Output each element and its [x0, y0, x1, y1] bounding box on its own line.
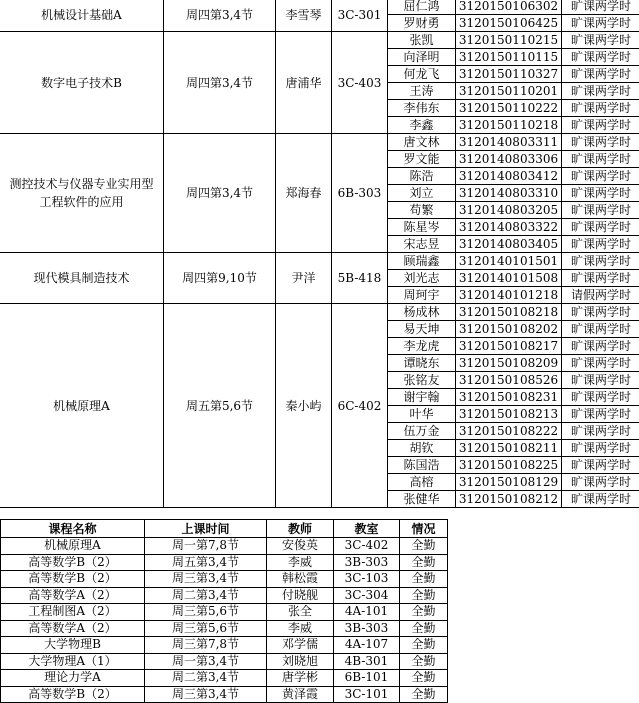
student-name-cell: 陈浩	[388, 168, 456, 185]
class-time-cell: 周三第5,6节	[145, 604, 267, 621]
class-time-cell: 周四第9,10节	[164, 253, 276, 304]
classroom-cell: 4B-301	[334, 653, 400, 670]
student-name-cell: 陈星岑	[388, 219, 456, 236]
teacher-cell: 唐学彬	[267, 670, 334, 687]
attendance-status-cell: 旷课两学时	[562, 236, 639, 253]
class-time-cell: 周一第3,4节	[145, 653, 267, 670]
class-time-cell: 周三第7,8节	[145, 637, 267, 654]
course-name-cell: 测控技术与仪器专业实用型工程软件的应用	[0, 134, 164, 253]
course-name-cell: 理论力学A	[1, 670, 145, 687]
attendance-status-cell: 旷课两学时	[562, 355, 639, 372]
student-id-cell: 3120150108217	[456, 338, 562, 355]
classroom-cell: 6C-402	[332, 304, 388, 508]
teacher-cell: 付晓舰	[267, 587, 334, 604]
classroom-cell: 5B-418	[332, 253, 388, 304]
student-name-cell: 罗文能	[388, 151, 456, 168]
attendance-status-cell: 全勤	[400, 604, 448, 621]
student-name-cell: 谢宇翰	[388, 389, 456, 406]
course-name-cell: 高等数学B（2）	[1, 554, 145, 571]
class-time-cell: 周一第7,8节	[145, 538, 267, 555]
table-row	[1, 538, 448, 555]
student-name-cell: 胡钦	[388, 440, 456, 457]
table-row	[0, 32, 639, 49]
attendance-status-cell: 旷课两学时	[562, 270, 639, 287]
student-name-cell: 张凯	[388, 32, 456, 49]
column-header: 上课时间	[145, 520, 267, 538]
student-name-cell: 李龙虎	[388, 338, 456, 355]
classroom-cell: 3B-303	[334, 620, 400, 637]
table-row	[0, 0, 639, 15]
student-id-cell: 3120150108129	[456, 474, 562, 491]
classroom-cell: 6B-303	[332, 134, 388, 253]
student-id-cell: 3120150108231	[456, 389, 562, 406]
student-id-cell: 3120150108211	[456, 440, 562, 457]
teacher-cell: 韩松霞	[267, 571, 334, 588]
student-id-cell: 3120140101501	[456, 253, 562, 270]
attendance-status-cell: 旷课两学时	[562, 32, 639, 49]
attendance-status-cell: 旷课两学时	[562, 457, 639, 474]
attendance-status-cell: 全勤	[400, 571, 448, 588]
classroom-cell: 4A-107	[334, 637, 400, 654]
student-name-cell: 刘光志	[388, 270, 456, 287]
classroom-cell: 6B-101	[334, 670, 400, 687]
table-row	[0, 253, 639, 270]
course-name-cell: 机械原理A	[0, 304, 164, 508]
teacher-cell: 刘晓旭	[267, 653, 334, 670]
teacher-cell: 唐浦华	[276, 32, 332, 134]
attendance-status-cell: 旷课两学时	[562, 474, 639, 491]
attendance-status-cell: 旷课两学时	[562, 49, 639, 66]
attendance-status-cell: 请假两学时	[562, 287, 639, 304]
table-row	[1, 571, 448, 588]
teacher-cell: 秦小屿	[276, 304, 332, 508]
teacher-cell: 李雪琴	[276, 0, 332, 32]
attendance-status-cell: 全勤	[400, 670, 448, 687]
attendance-status-cell: 全勤	[400, 587, 448, 604]
course-name-cell: 高等数学A（2）	[1, 587, 145, 604]
student-id-cell: 3120140803405	[456, 236, 562, 253]
student-name-cell: 伍万金	[388, 423, 456, 440]
table-row	[1, 604, 448, 621]
student-name-cell: 张铭友	[388, 372, 456, 389]
student-id-cell: 3120150110218	[456, 117, 562, 134]
student-name-cell: 周珂宇	[388, 287, 456, 304]
student-id-cell: 3120140803310	[456, 185, 562, 202]
class-time-cell: 周四第3,4节	[164, 134, 276, 253]
header-row	[1, 520, 448, 538]
course-name-cell: 大学物理B	[1, 637, 145, 654]
student-id-cell: 3120150110201	[456, 83, 562, 100]
student-name-cell: 何龙飞	[388, 66, 456, 83]
table-row	[1, 686, 448, 703]
student-id-cell: 3120150108213	[456, 406, 562, 423]
teacher-cell: 李威	[267, 620, 334, 637]
course-name-cell: 现代模具制造技术	[0, 253, 164, 304]
classroom-cell: 4A-101	[334, 604, 400, 621]
student-id-cell: 3120150110115	[456, 49, 562, 66]
attendance-status-cell: 旷课两学时	[562, 168, 639, 185]
student-name-cell: 张健华	[388, 491, 456, 508]
teacher-cell: 黄泽霞	[267, 686, 334, 703]
classroom-cell: 3B-303	[334, 554, 400, 571]
student-name-cell: 李鑫	[388, 117, 456, 134]
attendance-status-cell: 旷课两学时	[562, 440, 639, 457]
student-id-cell: 3120140803205	[456, 202, 562, 219]
table-row	[1, 620, 448, 637]
table-row	[0, 134, 639, 151]
class-time-cell: 周四第3,4节	[164, 0, 276, 32]
student-name-cell: 屈仁鸿	[388, 0, 456, 15]
course-name-cell: 数字电子技术B	[0, 32, 164, 134]
student-id-cell: 3120150108202	[456, 321, 562, 338]
attendance-status-cell: 旷课两学时	[562, 389, 639, 406]
student-name-cell: 唐文林	[388, 134, 456, 151]
student-id-cell: 3120140803412	[456, 168, 562, 185]
attendance-status-cell: 旷课两学时	[562, 117, 639, 134]
student-id-cell: 3120140101218	[456, 287, 562, 304]
student-name-cell: 陈国浩	[388, 457, 456, 474]
classroom-cell: 3C-301	[332, 0, 388, 32]
attendance-status-cell: 全勤	[400, 686, 448, 703]
teacher-cell: 郑海春	[276, 134, 332, 253]
student-id-cell: 3120150106425	[456, 15, 562, 32]
attendance-status-cell: 全勤	[400, 554, 448, 571]
student-id-cell: 3120150108526	[456, 372, 562, 389]
attendance-status-cell: 旷课两学时	[562, 372, 639, 389]
student-name-cell: 向泽明	[388, 49, 456, 66]
student-name-cell: 王涛	[388, 83, 456, 100]
attendance-status-cell: 旷课两学时	[562, 0, 639, 15]
attendance-status-cell: 全勤	[400, 637, 448, 654]
class-time-cell: 周五第5,6节	[164, 304, 276, 508]
full-attendance-table	[0, 519, 448, 703]
student-id-cell: 3120140803311	[456, 134, 562, 151]
teacher-cell: 张全	[267, 604, 334, 621]
table-row	[1, 653, 448, 670]
classroom-cell: 3C-403	[332, 32, 388, 134]
teacher-cell: 尹洋	[276, 253, 332, 304]
student-name-cell: 李伟东	[388, 100, 456, 117]
student-name-cell: 杨成林	[388, 304, 456, 321]
class-time-cell: 周四第3,4节	[164, 32, 276, 134]
student-id-cell: 3120150108225	[456, 457, 562, 474]
attendance-status-cell: 全勤	[400, 653, 448, 670]
attendance-status-cell: 旷课两学时	[562, 202, 639, 219]
class-time-cell: 周二第3,4节	[145, 587, 267, 604]
attendance-status-cell: 旷课两学时	[562, 253, 639, 270]
classroom-cell: 3C-103	[334, 571, 400, 588]
table-row	[0, 304, 639, 321]
classroom-cell: 3C-101	[334, 686, 400, 703]
student-id-cell: 3120150110327	[456, 66, 562, 83]
attendance-status-cell: 旷课两学时	[562, 338, 639, 355]
attendance-status-cell: 旷课两学时	[562, 185, 639, 202]
class-time-cell: 周二第3,4节	[145, 670, 267, 687]
student-name-cell: 罗财勇	[388, 15, 456, 32]
student-name-cell: 高榕	[388, 474, 456, 491]
class-time-cell: 周五第3,4节	[145, 554, 267, 571]
course-name-cell: 机械设计基础A	[0, 0, 164, 32]
student-id-cell: 3120150108209	[456, 355, 562, 372]
column-header: 情况	[400, 520, 448, 538]
student-id-cell: 3120150108222	[456, 423, 562, 440]
attendance-status-cell: 旷课两学时	[562, 491, 639, 508]
attendance-status-cell: 旷课两学时	[562, 83, 639, 100]
student-id-cell: 3120150108212	[456, 491, 562, 508]
column-header: 课程名称	[1, 520, 145, 538]
student-name-cell: 顾瑞鑫	[388, 253, 456, 270]
column-header: 教室	[334, 520, 400, 538]
course-name-cell: 高等数学B（2）	[1, 571, 145, 588]
course-name-cell: 高等数学B（2）	[1, 686, 145, 703]
teacher-cell: 李威	[267, 554, 334, 571]
student-id-cell: 3120150110215	[456, 32, 562, 49]
attendance-status-cell: 旷课两学时	[562, 406, 639, 423]
course-name-cell: 高等数学A（2）	[1, 620, 145, 637]
student-name-cell: 宋志昱	[388, 236, 456, 253]
attendance-status-cell: 旷课两学时	[562, 66, 639, 83]
student-id-cell: 3120150110222	[456, 100, 562, 117]
attendance-status-cell: 旷课两学时	[562, 15, 639, 32]
student-id-cell: 3120140803306	[456, 151, 562, 168]
attendance-status-cell: 旷课两学时	[562, 423, 639, 440]
attendance-status-cell: 旷课两学时	[562, 321, 639, 338]
course-name-cell: 工程制图A（2）	[1, 604, 145, 621]
attendance-status-cell: 旷课两学时	[562, 151, 639, 168]
student-name-cell: 刘立	[388, 185, 456, 202]
attendance-status-cell: 旷课两学时	[562, 134, 639, 151]
attendance-status-cell: 旷课两学时	[562, 219, 639, 236]
attendance-status-cell: 全勤	[400, 620, 448, 637]
table-row	[1, 554, 448, 571]
table-row	[1, 670, 448, 687]
table-row	[1, 587, 448, 604]
class-time-cell: 周三第5,6节	[145, 620, 267, 637]
student-id-cell: 3120140101508	[456, 270, 562, 287]
classroom-cell: 3C-304	[334, 587, 400, 604]
column-header: 教师	[267, 520, 334, 538]
teacher-cell: 安俊英	[267, 538, 334, 555]
student-name-cell: 易天坤	[388, 321, 456, 338]
teacher-cell: 邓学儒	[267, 637, 334, 654]
classroom-cell: 3C-402	[334, 538, 400, 555]
attendance-status-cell: 全勤	[400, 538, 448, 555]
class-time-cell: 周三第3,4节	[145, 686, 267, 703]
course-name-cell: 大学物理A（1）	[1, 653, 145, 670]
student-name-cell: 谭晓东	[388, 355, 456, 372]
student-id-cell: 3120150108218	[456, 304, 562, 321]
table-row	[1, 637, 448, 654]
attendance-status-cell: 旷课两学时	[562, 100, 639, 117]
course-name-cell: 机械原理A	[1, 538, 145, 555]
student-name-cell: 苟繁	[388, 202, 456, 219]
student-name-cell: 叶华	[388, 406, 456, 423]
student-id-cell: 3120150106302	[456, 0, 562, 15]
class-time-cell: 周三第3,4节	[145, 571, 267, 588]
attendance-status-cell: 旷课两学时	[562, 304, 639, 321]
student-id-cell: 3120140803322	[456, 219, 562, 236]
